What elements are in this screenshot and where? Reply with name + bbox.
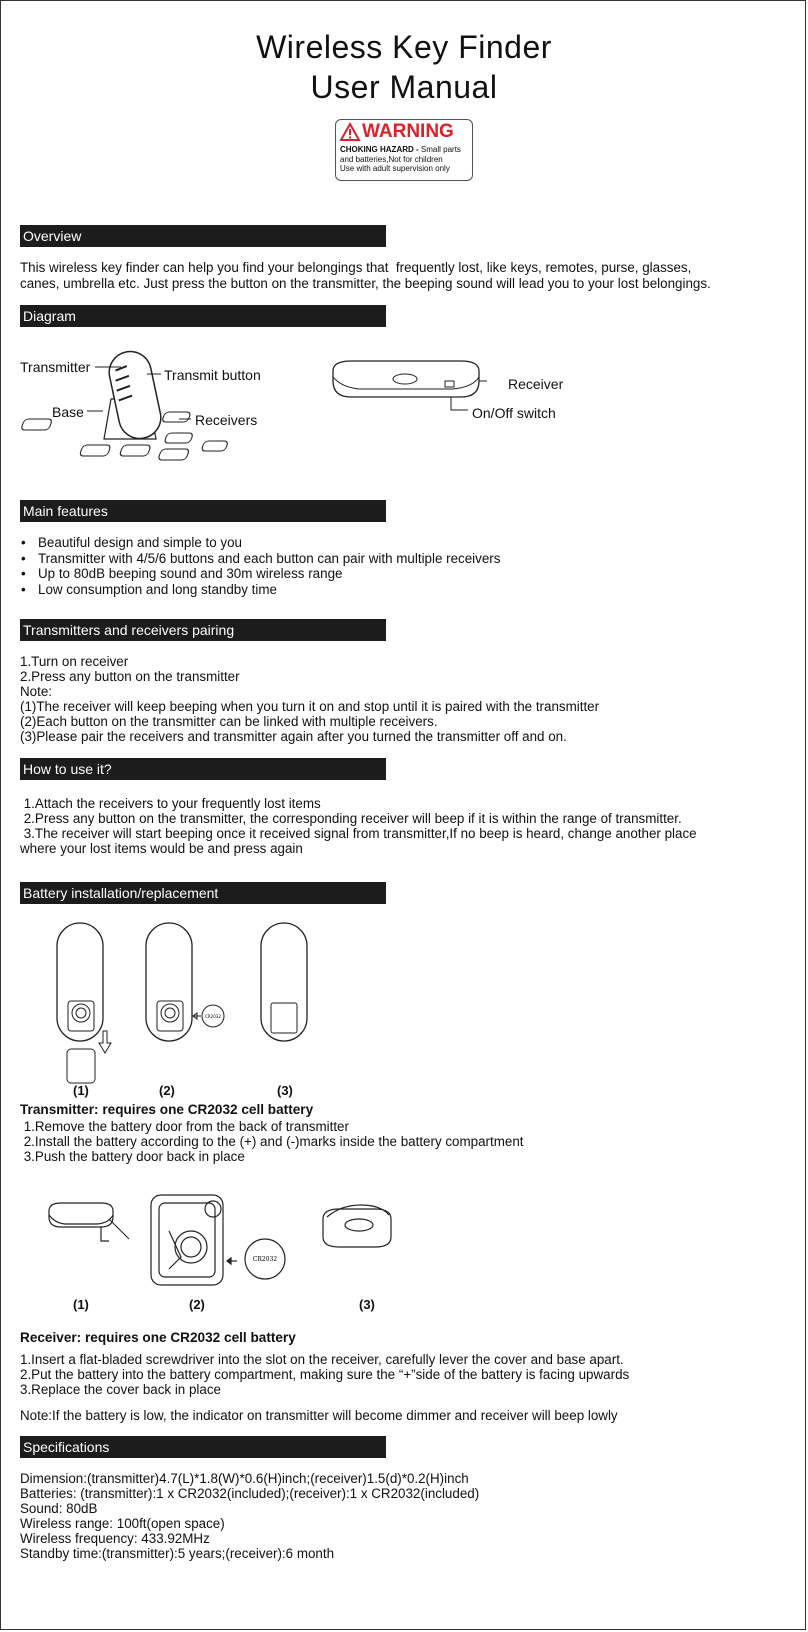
transmitter-icon <box>105 348 164 443</box>
features-header: Main features <box>20 500 386 522</box>
list-item: • Beautiful design and simple to you <box>20 535 500 551</box>
transmitter-step: 3.Push the battery door back in place <box>20 1149 245 1164</box>
step-label: (2) <box>159 1083 175 1098</box>
overview-line2: canes, umbrella etc. Just press the button on the transmitter, the beeping sound will lead you to your lost belongings. <box>20 276 711 291</box>
transmitter-step: 2.Install the battery according to the (+) and (-)marks inside the battery compartment <box>20 1134 524 1149</box>
pairing-line: 2.Press any button on the transmitter <box>20 669 240 684</box>
step-label: (1) <box>73 1297 89 1312</box>
warning-line3: Use with adult supervision only <box>340 164 450 173</box>
on-off-switch-label: On/Off switch <box>472 405 556 421</box>
usage-header: How to use it? <box>20 758 386 780</box>
list-item: • Low consumption and long standby time <box>20 582 500 598</box>
step-label: (1) <box>73 1083 89 1098</box>
spec-line: Dimension:(transmitter)4.7(L)*1.8(W)*0.6(H)inch;(receiver)1.5(d)*0.2(H)inch <box>20 1471 469 1486</box>
cell-label: CR2032 <box>205 1014 221 1019</box>
transmitter-battery-illustration <box>51 921 381 1086</box>
warning-label <box>335 119 473 181</box>
receiver-step: 2.Put the battery into the battery compartment, making sure the “+”side of the battery is facing upwards <box>20 1367 630 1382</box>
receiver-step: 3.Replace the cover back in place <box>20 1382 221 1397</box>
pairing-line: (3)Please pair the receivers and transmitter again after you turned the transmitter off and on. <box>20 729 567 744</box>
pairing-line: Note: <box>20 684 53 699</box>
receiver-battery-title: Receiver: requires one CR2032 cell battery <box>20 1330 296 1345</box>
manual-title-line2: User Manual <box>310 69 498 105</box>
warning-line2: and batteries,Not for children <box>340 154 443 164</box>
features-list <box>20 535 500 597</box>
warning-line1: Small parts <box>420 145 461 154</box>
pairing-header: Transmitters and receivers pairing <box>20 619 386 641</box>
battery-note: Note:If the battery is low, the indicator on transmitter will become dimmer and receiver will beep lowly <box>20 1408 618 1423</box>
warning-heading: WARNING <box>362 121 454 142</box>
overview-line1: This wireless key finder can help you find your belongings that frequently lost, like keys, remotes, purse, glasses, <box>20 260 692 275</box>
step-label: (3) <box>277 1083 293 1098</box>
spec-line: Standby time:(transmitter):5 years;(receiver):6 month <box>20 1546 335 1561</box>
receiver-battery-illustration <box>41 1191 421 1301</box>
pairing-line: (2)Each button on the transmitter can be linked with multiple receivers. <box>20 714 438 729</box>
warning-hazard: CHOKING HAZARD - <box>340 145 419 154</box>
cell-label: CR2032 <box>252 1256 278 1263</box>
base-label: Base <box>52 404 84 420</box>
diagram-illustration <box>1 341 801 491</box>
list-item: • Up to 80dB beeping sound and 30m wireless range <box>20 566 500 582</box>
warning-triangle-icon <box>340 123 360 141</box>
usage-line: 1.Attach the receivers to your frequently lost items <box>20 796 321 811</box>
receiver-icon <box>333 361 479 397</box>
transmitter-battery-title: Transmitter: requires one CR2032 cell battery <box>20 1102 314 1117</box>
usage-line: where your lost items would be and press again <box>20 841 303 856</box>
receiver-step: 1.Insert a flat-bladed screwdriver into the slot on the receiver, carefully lever the cover and base apart. <box>20 1352 624 1367</box>
transmitter-step: 1.Remove the battery door from the back of transmitter <box>20 1119 349 1134</box>
spec-line: Batteries: (transmitter):1 x CR2032(included);(receiver):1 x CR2032(included) <box>20 1486 480 1501</box>
specs-header: Specifications <box>20 1436 386 1458</box>
list-item: • Transmitter with 4/5/6 buttons and each button can pair with multiple receivers <box>20 551 500 567</box>
receiver-label: Receiver <box>508 376 564 392</box>
spec-line: Sound: 80dB <box>20 1501 98 1516</box>
spec-line: Wireless frequency: 433.92MHz <box>20 1531 210 1546</box>
transmit-button-label: Transmit button <box>164 367 261 383</box>
pairing-line: 1.Turn on receiver <box>20 654 129 669</box>
overview-header: Overview <box>20 225 386 247</box>
spec-line: Wireless range: 100ft(open space) <box>20 1516 225 1531</box>
pairing-line: (1)The receiver will keep beeping when you turn it on and stop until it is paired with the transmitter <box>20 699 600 714</box>
diagram-header: Diagram <box>20 305 386 327</box>
usage-line: 3.The receiver will start beeping once it received signal from transmitter,If no beep is heard, change another place <box>20 826 697 841</box>
receivers-label: Receivers <box>195 412 258 428</box>
step-label: (3) <box>359 1297 375 1312</box>
battery-header: Battery installation/replacement <box>20 882 386 904</box>
manual-title-line1: Wireless Key Finder <box>256 29 552 65</box>
step-label: (2) <box>189 1297 205 1312</box>
usage-line: 2.Press any button on the transmitter, the corresponding receiver will beep if it is within the range of transmitter. <box>20 811 682 826</box>
transmitter-label: Transmitter <box>20 359 91 375</box>
